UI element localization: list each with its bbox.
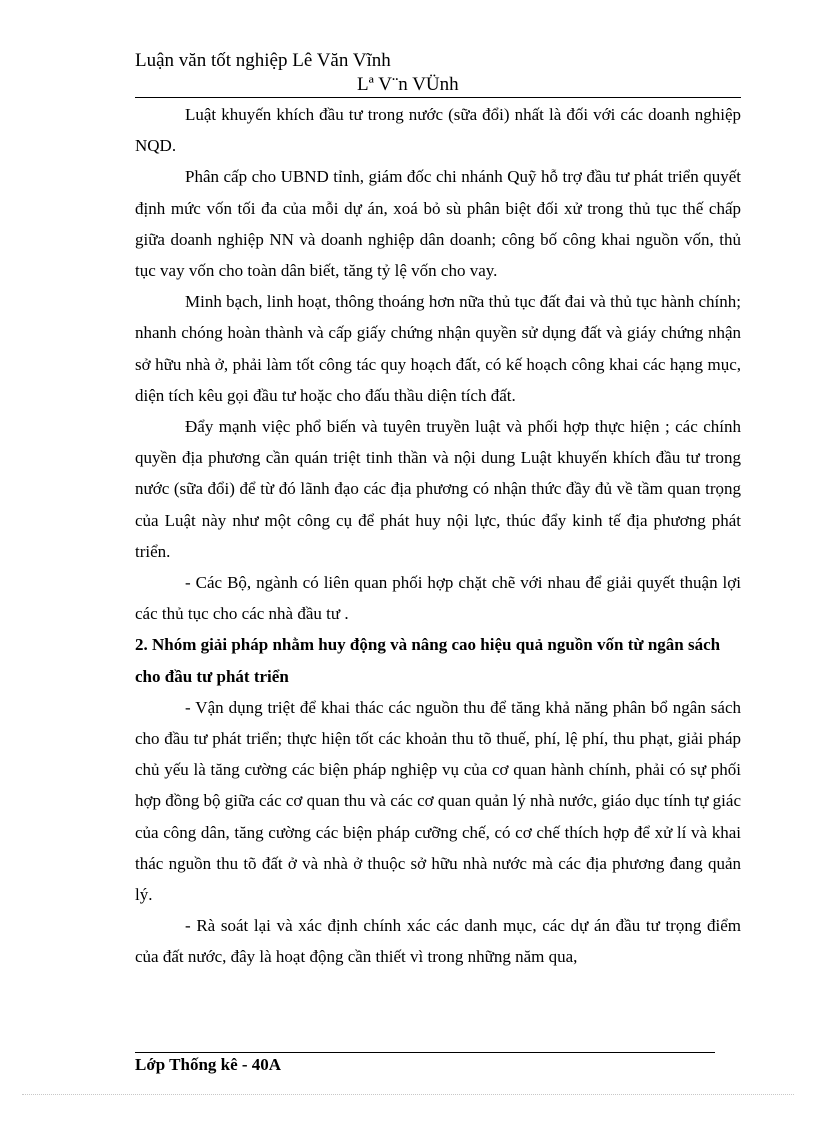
running-header-legacy-font-text: Lª V¨n VÜnh xyxy=(357,74,459,95)
document-body xyxy=(135,99,741,973)
running-header-title: Luận văn tốt nghiệp Lê Văn Vĩnh xyxy=(135,50,391,71)
page-boundary xyxy=(22,1094,794,1095)
body-paragraph: - Rà soát lại và xác định chính xác các danh mục, các dự án đầu tư trọng điểm của đất nước, đây là hoạt động cần thiết vì trong những năm qua, xyxy=(135,916,741,967)
body-paragraph: Luật khuyến khích đầu tư trong nước (sữa đổi) nhất là đối với các doanh nghiệp NQD. xyxy=(135,105,741,156)
body-paragraph: - Vận dụng triệt để khai thác các nguồn thu để tăng khả năng phân bổ ngân sách cho đầu tư phát triển; thực hiện tốt các khoản thu tõ thuế, phí, lệ phí, thu phạt, giải pháp chủ yếu là tăng cường các biện pháp nghiệp vụ của cơ quan hành chính, phải có sự phối hợp đồng bộ giữa các cơ quan thu và các cơ quan quản lý nhà nước, giáo dục tính tự giác của công dân, tăng cường các biện pháp cưỡng chế, có cơ chế thích hợp để xử lí và khai thác nguồn thu tõ đất ở và nhà ở thuộc sở hữu nhà nước mà các địa phương đang quản lý. xyxy=(135,697,741,905)
running-footer: Lớp Thống kê - 40A xyxy=(135,1055,282,1074)
section-heading: 2. Nhóm giải pháp nhằm huy động và nâng cao hiệu quả nguồn vốn từ ngân sách cho đầu tư phát triển xyxy=(135,635,721,686)
header-divider xyxy=(135,97,741,98)
body-paragraph: Đẩy mạnh việc phổ biến và tuyên truyền luật và phối hợp thực hiện ; các chính quyền địa phương cần quán triệt tinh thần và nội dung Luật khuyến khích đầu tư trong nước (sữa đổi) để từ đó lãnh đạo các địa phương có nhận thức đầy đủ về tầm quan trọng của Luật này như một công cụ để phát huy nội lực, thúc đẩy kinh tế địa phương phát triển. xyxy=(135,417,741,561)
body-paragraph: Phân cấp cho UBND tỉnh, giám đốc chi nhánh Quỹ hỗ trợ đầu tư phát triển quyết định mức vốn tối đa của mỗi dự án, xoá bỏ sù phân biệt đối xử trong thủ tục thế chấp giữa doanh nghiệp NN và doanh nghiệp dân doanh; công bố công khai nguồn vốn, thủ tục vay vốn cho toàn dân biết, tăng tỷ lệ vốn cho vay. xyxy=(135,167,741,281)
body-paragraph: - Các Bộ, ngành có liên quan phối hợp chặt chẽ với nhau để giải quyết thuận lợi các thủ tục cho các nhà đầu tư . xyxy=(135,573,741,624)
footer-divider xyxy=(135,1052,715,1053)
body-paragraph: Minh bạch, linh hoạt, thông thoáng hơn nữa thủ tục đất đai và thủ tục hành chính; nhanh chóng hoàn thành và cấp giấy chứng nhận quyền sử dụng đất và giáy chứng nhận sở hữu nhà ở, phải làm tốt công tác quy hoạch đất, có kế hoạch công khai các hạng mục, diện tích kêu gọi đầu tư hoặc cho đấu thầu diện tích đất. xyxy=(135,292,741,405)
